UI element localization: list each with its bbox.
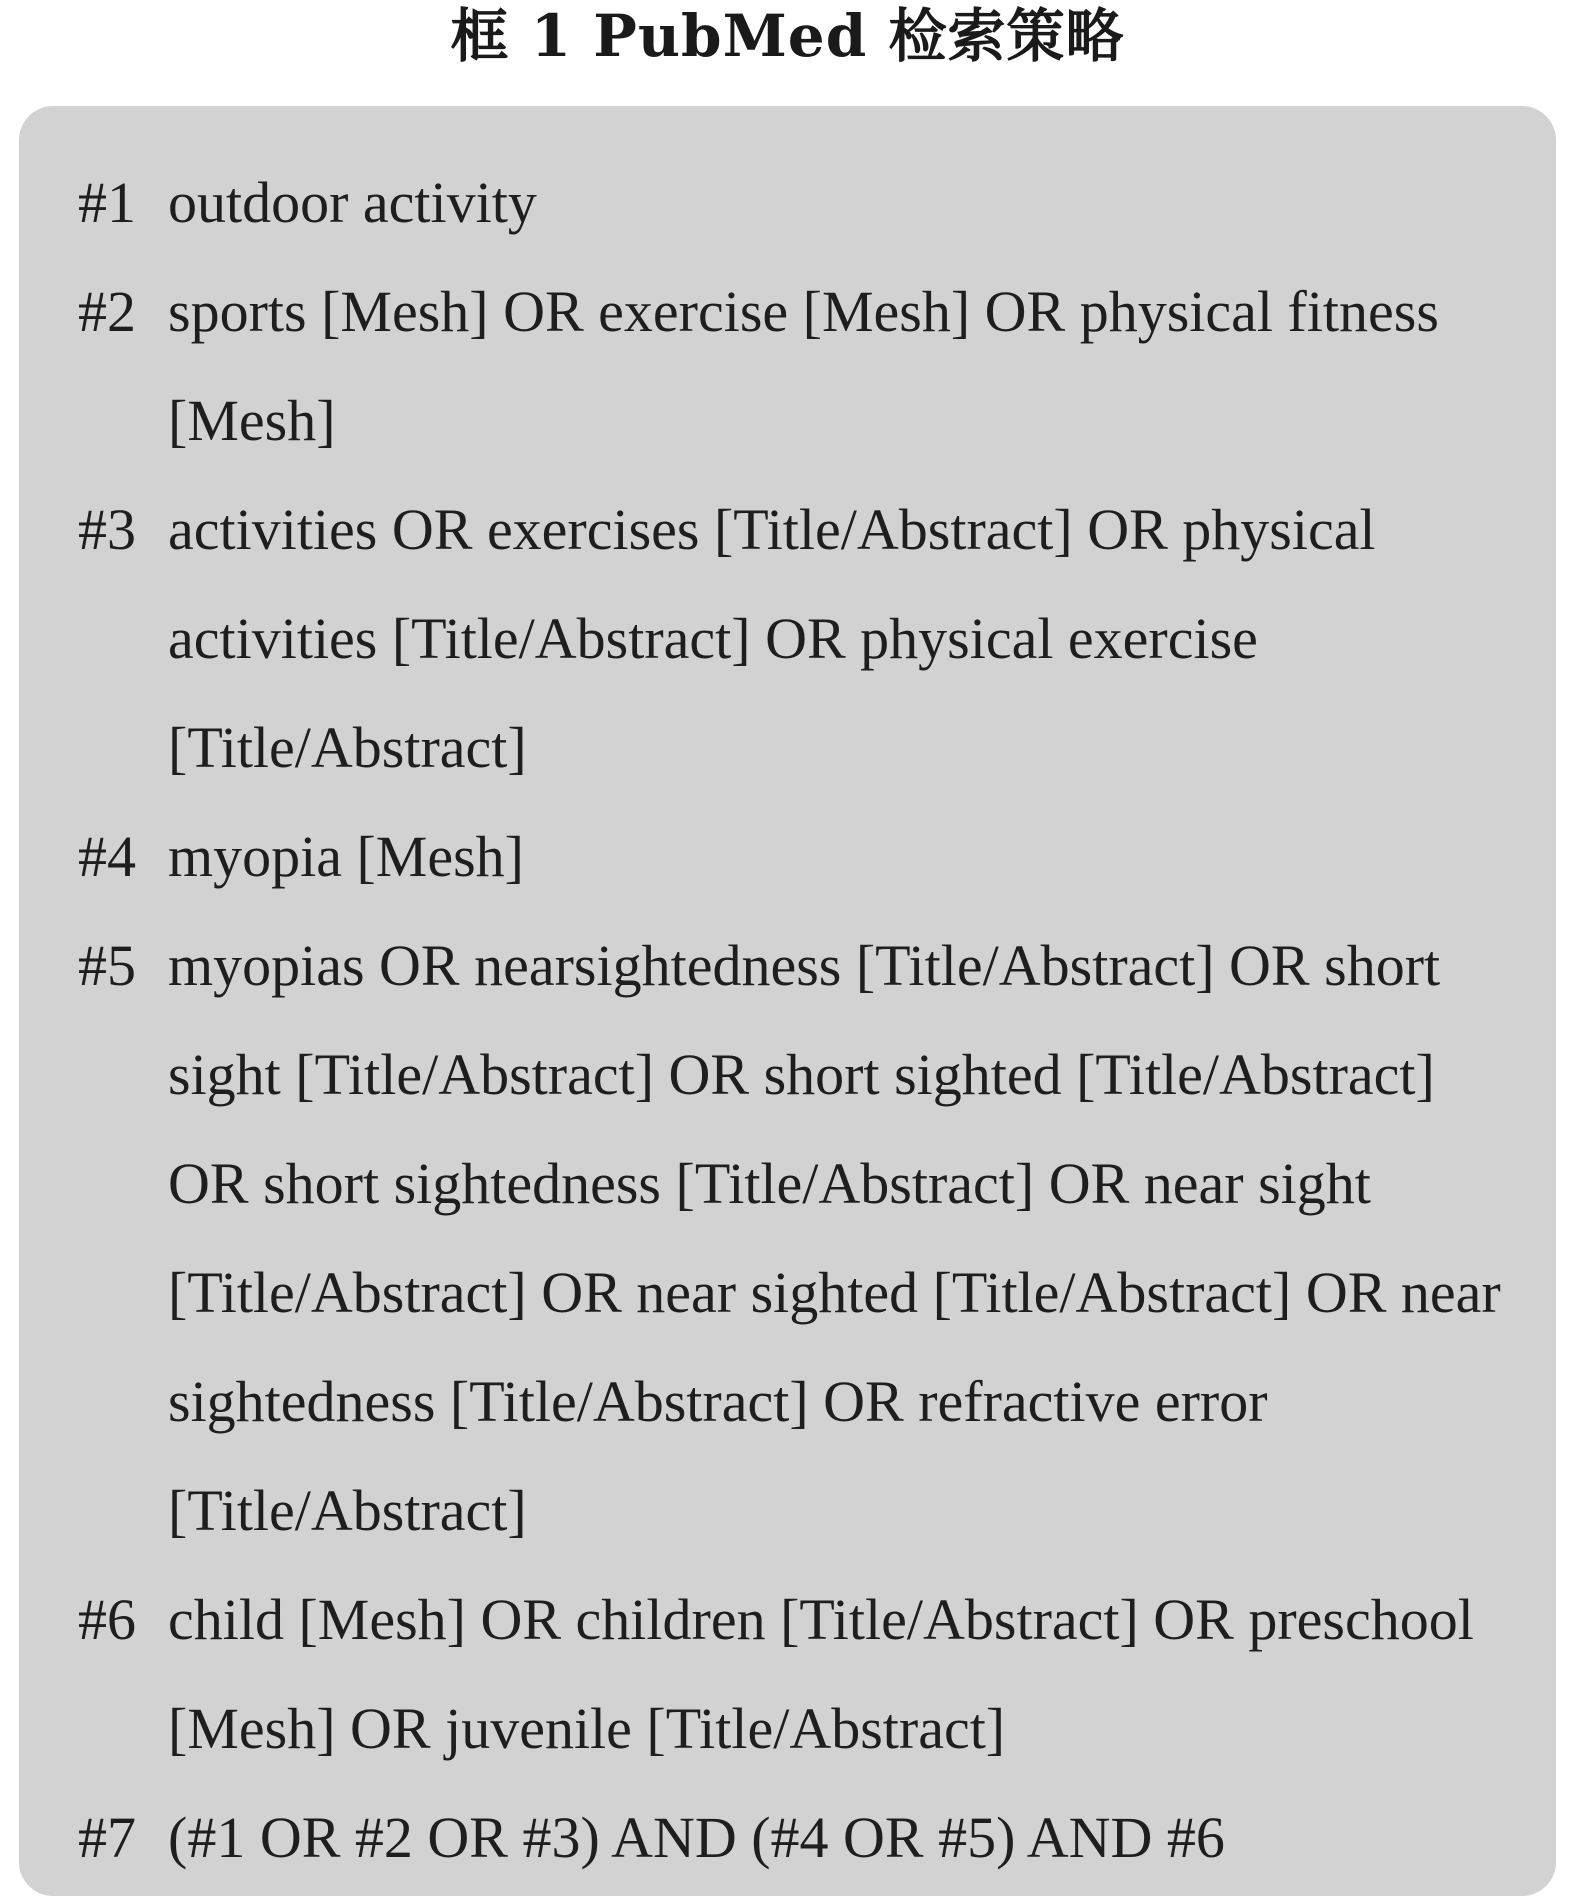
search-step-7 [0, 1783, 1575, 1892]
step-query: myopias OR nearsightedness [Title/Abstract] OR short sight [Title/Abstract] OR short sighted [Title/Abstract] OR short sightedness [Title/Abstract] OR near sight [Title/Abstract] OR near sighted [Title/Abstract] OR near sightedness [Title/Abstract] OR refractive error [Title/Abstract] [168, 933, 1501, 1543]
step-number: #5 [78, 933, 136, 998]
step-query: outdoor activity [168, 170, 537, 235]
search-step-3 [0, 475, 1575, 802]
step-query: (#1 OR #2 OR #3) AND (#4 OR #5) AND #6 [168, 1805, 1225, 1870]
step-query: child [Mesh] OR children [Title/Abstract] OR preschool [Mesh] OR juvenile [Title/Abstract] [168, 1587, 1474, 1761]
step-query: activities OR exercises [Title/Abstract] OR physical activities [Title/Abstract] OR physical exercise [Title/Abstract] [168, 497, 1376, 780]
search-step-1 [0, 148, 1575, 257]
search-step-2 [0, 257, 1575, 475]
step-query: myopia [Mesh] [168, 824, 524, 889]
step-query: sports [Mesh] OR exercise [Mesh] OR physical fitness [Mesh] [168, 279, 1439, 453]
search-step-5 [0, 911, 1575, 1565]
search-step-4 [0, 802, 1575, 911]
search-strategy-list [0, 148, 1575, 1892]
step-number: #7 [78, 1805, 136, 1870]
step-number: #2 [78, 279, 136, 344]
search-step-6 [0, 1565, 1575, 1783]
step-number: #1 [78, 170, 136, 235]
page-title: 框 1 PubMed 检索策略 [450, 2, 1125, 70]
step-number: #6 [78, 1587, 136, 1652]
step-number: #3 [78, 497, 136, 562]
step-number: #4 [78, 824, 136, 889]
